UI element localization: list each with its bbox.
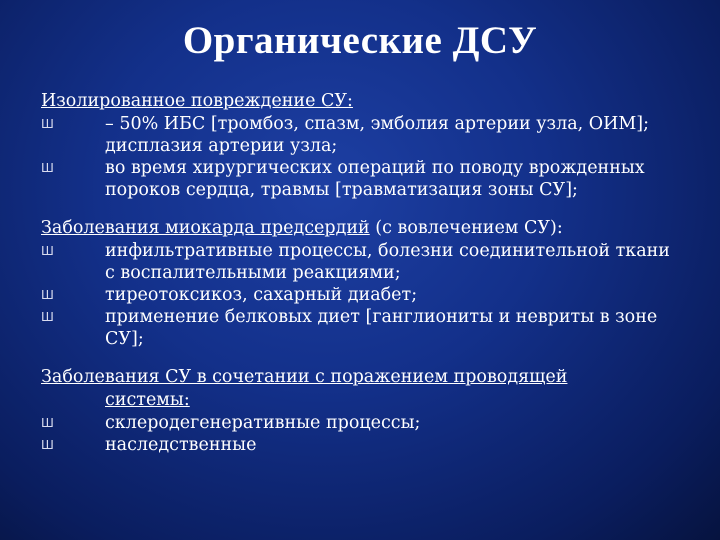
bullet-icon: Ш xyxy=(41,161,54,175)
list-item-text: – 50% ИБС [тромбоз, спазм, эмболия артерии узла, ОИМ]; дисплазия артерии узла; xyxy=(105,114,650,156)
section-heading-underlined: Заболевания миокарда предсердий xyxy=(41,218,370,238)
bullet-icon: Ш xyxy=(41,244,54,258)
list-item xyxy=(41,240,681,284)
section-myocardial-diseases xyxy=(41,217,681,350)
list-item xyxy=(41,284,681,306)
section-heading xyxy=(41,90,681,113)
section-heading-line1: Заболевания СУ в сочетании с поражением проводящей xyxy=(41,367,568,387)
section-heading xyxy=(41,217,681,240)
list-item xyxy=(41,157,681,201)
list-item xyxy=(41,434,681,456)
list-item-text: инфильтративные процессы, болезни соединительной ткани с воспалительными реакциями; xyxy=(105,241,670,283)
list-item-text: склеродегенеративные процессы; xyxy=(105,413,421,433)
section-heading xyxy=(41,366,681,412)
slide-content xyxy=(41,90,681,472)
bullet-icon: Ш xyxy=(41,438,54,452)
list-item xyxy=(41,306,681,350)
bullet-icon: Ш xyxy=(41,416,54,430)
section-heading-text: Изолированное повреждение СУ: xyxy=(41,91,353,111)
list-item xyxy=(41,113,681,157)
section-heading-rest: (с вовлечением СУ): xyxy=(369,218,563,238)
list-item-text: тиреотоксикоз, сахарный диабет; xyxy=(105,285,418,305)
list-item-text: во время хирургических операций по поводу врожденных пороков сердца, травмы [травматизация зоны СУ]; xyxy=(105,158,645,200)
bullet-icon: Ш xyxy=(41,117,54,131)
list-item-text: наследственные xyxy=(105,435,257,455)
bullet-icon: Ш xyxy=(41,310,54,324)
list-item xyxy=(41,412,681,434)
list-item-text: применение белковых диет [ганглиониты и невриты в зоне СУ]; xyxy=(105,307,658,349)
section-heading-line2: системы: xyxy=(105,390,190,410)
section-isolated-damage xyxy=(41,90,681,201)
slide-title: Органические ДСУ xyxy=(182,19,538,62)
bullet-icon: Ш xyxy=(41,288,54,302)
section-conduction-system xyxy=(41,366,681,456)
